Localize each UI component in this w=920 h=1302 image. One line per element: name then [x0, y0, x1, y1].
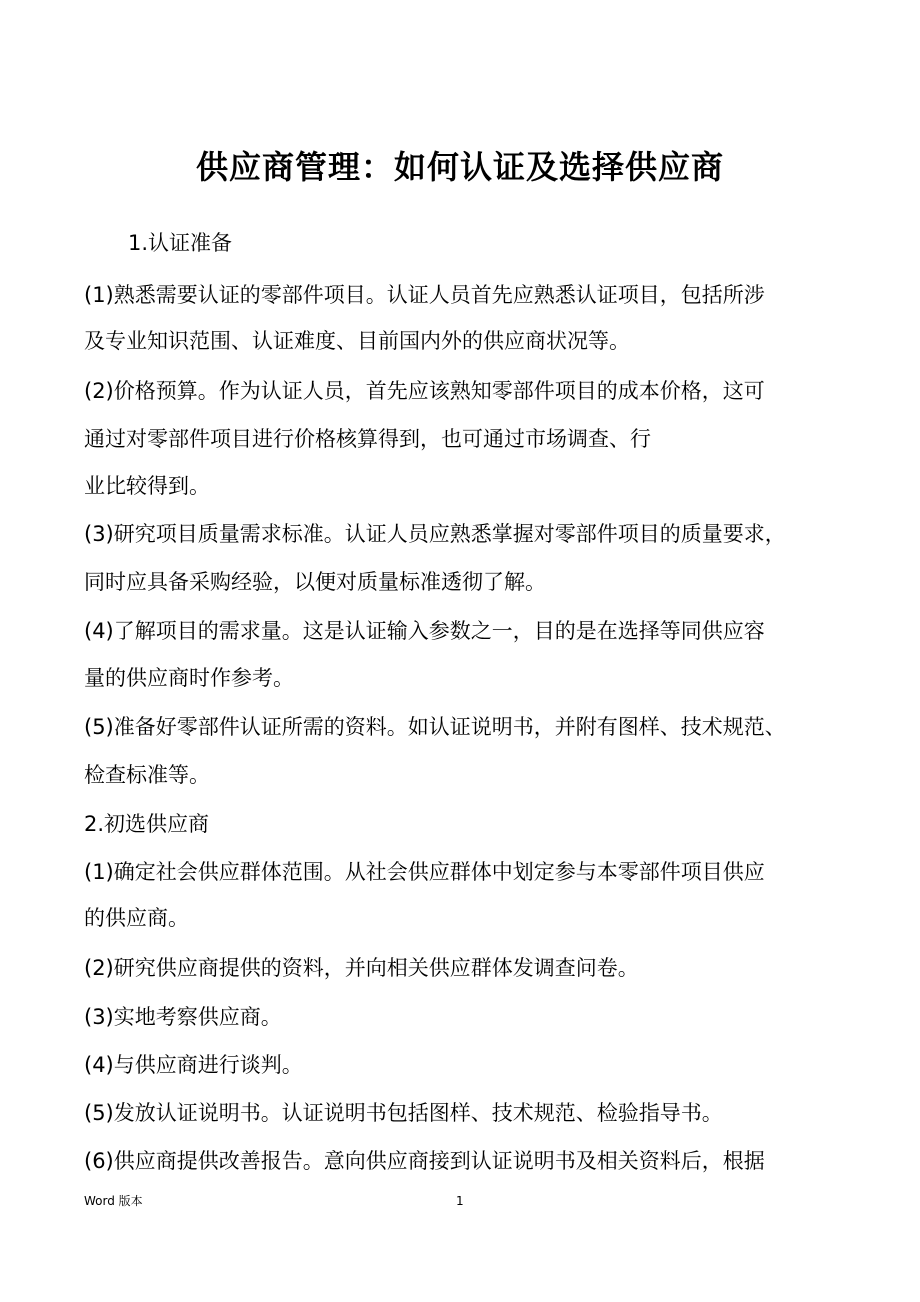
paragraph-line: 及专业知识范围、认证难度、目前国内外的供应商状况等。	[84, 329, 630, 353]
paragraph-line: 业比较得到。	[84, 474, 210, 498]
paragraph-line: 检查标准等。	[84, 763, 210, 787]
section-heading-2: 2.初选供应商	[84, 812, 210, 836]
page-title: 供应商管理：如何认证及选择供应商	[195, 148, 724, 186]
page-number: 1	[456, 1194, 464, 1208]
paragraph-line: (5)发放认证说明书。认证说明书包括图样、技术规范、检验指导书。	[84, 1101, 723, 1125]
paragraph-line: 通过对零部件项目进行价格核算得到，也可通过市场调查、行	[84, 427, 651, 451]
paragraph-line: (5)准备好零部件认证所需的资料。如认证说明书，并附有图样、技术规范、	[84, 715, 786, 739]
paragraph-line: (2)研究供应商提供的资料，并向相关供应群体发调查问卷。	[84, 956, 639, 980]
paragraph-line: (3)研究项目质量需求标准。认证人员应熟悉掌握对零部件项目的质量要求，	[84, 522, 786, 546]
paragraph-line: (1)熟悉需要认证的零部件项目。认证人员首先应熟悉认证项目，包括所涉	[84, 283, 765, 307]
footer-label: Word 版本	[84, 1194, 143, 1208]
paragraph-line: 量的供应商时作参考。	[84, 666, 294, 690]
section-heading-1: 1.认证准备	[128, 231, 233, 255]
paragraph-line: (2)价格预算。作为认证人员，首先应该熟知零部件项目的成本价格，这可	[84, 379, 765, 403]
paragraph-line: (6)供应商提供改善报告。意向供应商接到认证说明书及相关资料后，根据	[84, 1149, 765, 1173]
paragraph-line: (4)与供应商进行谈判。	[84, 1053, 303, 1077]
paragraph-line: (3)实地考察供应商。	[84, 1005, 282, 1029]
paragraph-line: (4)了解项目的需求量。这是认证输入参数之一，目的是在选择等同供应容	[84, 619, 765, 643]
paragraph-line: 的供应商。	[84, 906, 189, 930]
paragraph-line: (1)确定社会供应群体范围。从社会供应群体中划定参与本零部件项目供应	[84, 860, 765, 884]
paragraph-line: 同时应具备采购经验，以便对质量标准透彻了解。	[84, 570, 546, 594]
